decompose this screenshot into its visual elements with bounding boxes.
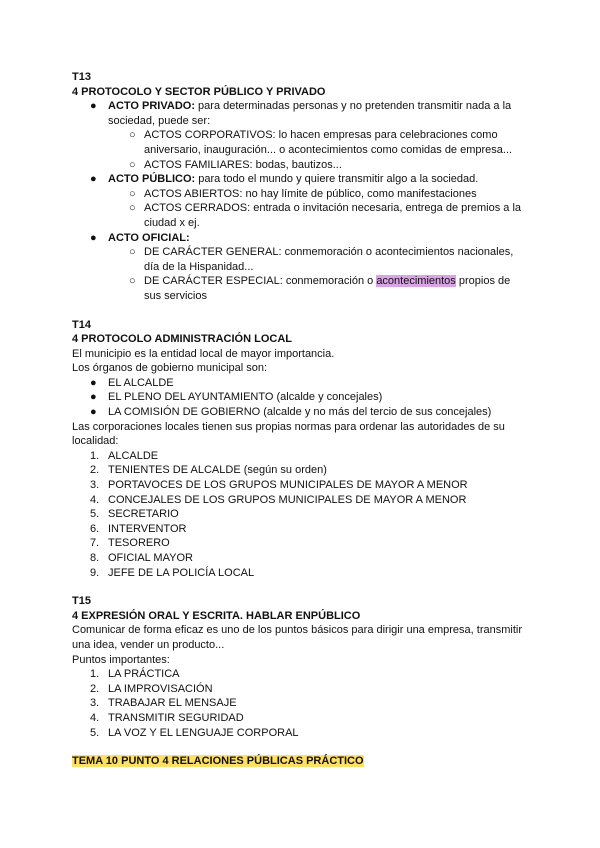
- bullet-dot-icon: ●: [90, 231, 97, 244]
- t14-normas-1: Las corporaciones locales tienen sus propias normas para ordenar las autoridades de su: [72, 420, 505, 433]
- circle-bullet-icon: ○: [129, 158, 136, 171]
- list-item: 4. TRANSMITIR SEGURIDAD: [90, 711, 244, 724]
- t15-intro-1: Comunicar de forma eficaz es uno de los puntos básicos para dirigir una empresa, transmitir: [72, 624, 522, 637]
- acto-privado-label: ACTO PRIVADO:: [108, 100, 195, 113]
- actos-cerrados-cont: ciudad x ej.: [144, 216, 200, 229]
- acto-publico-text: para todo el mundo y quiere transmitir algo a la sociedad.: [195, 173, 479, 186]
- list-item: 2. TENIENTES DE ALCALDE (según su orden): [90, 464, 327, 477]
- bullet-dot-icon: ●: [90, 391, 97, 404]
- list-item: 2. LA IMPROVISACIÓN: [90, 682, 213, 695]
- list-item: 5. LA VOZ Y EL LENGUAJE CORPORAL: [90, 726, 299, 739]
- bullet-acto-oficial: [72, 231, 532, 246]
- subbullet-actos-corporativos: ○ ACTOS CORPORATIVOS: lo hacen empresas para celebraciones como: [129, 129, 498, 142]
- acto-oficial-label: ACTO OFICIAL:: [108, 231, 190, 244]
- list-item: 4. CONCEJALES DE LOS GRUPOS MUNICIPALES DE MAYOR A MENOR: [90, 493, 467, 506]
- list-item: 9. JEFE DE LA POLICÍA LOCAL: [90, 566, 255, 579]
- highlighted-word: acontecimientos: [376, 275, 456, 288]
- document-page: [72, 70, 532, 769]
- list-item: 3. TRABAJAR EL MENSAJE: [90, 697, 237, 710]
- list-item: 5. SECRETARIO: [90, 508, 179, 521]
- bullet-dot-icon: ●: [90, 406, 97, 419]
- t13-code: T13: [72, 71, 91, 83]
- circle-bullet-icon: ○: [129, 129, 136, 142]
- actos-corporativos-cont: aniversario, inauguración... o acontecimientos como comidas de empresa...: [144, 143, 513, 156]
- subbullet-caracter-general: ○ DE CARÁCTER GENERAL: conmemoración o acontecimientos nacionales,: [129, 246, 514, 259]
- acto-privado-cont: sociedad, puede ser:: [108, 114, 211, 127]
- subbullet-actos-abiertos: ○ ACTOS ABIERTOS: no hay límite de público, como manifestaciones: [129, 187, 477, 200]
- list-item: 8. OFICIAL MAYOR: [90, 552, 193, 564]
- caracter-especial-cont: sus servicios: [144, 289, 207, 302]
- bullet-acto-privado: [72, 99, 532, 114]
- t15-title: 4 EXPRESIÓN ORAL Y ESCRITA. HABLAR ENPÚBLICO: [72, 609, 361, 622]
- bullet-dot-icon: ●: [90, 173, 97, 186]
- list-item: 6. INTERVENTOR: [90, 522, 187, 535]
- subbullet-actos-cerrados: ○ ACTOS CERRADOS: entrada o invitación necesaria, entrega de premios a la: [129, 202, 522, 215]
- list-item: ● EL PLENO DEL AYUNTAMIENTO (alcalde y concejales): [90, 391, 383, 404]
- list-item: 7. TESORERO: [90, 537, 170, 550]
- caracter-general-cont: día de la Hispanidad...: [144, 260, 254, 273]
- t15-code: T15: [72, 595, 91, 608]
- bullet-acto-publico: [72, 172, 532, 187]
- circle-bullet-icon: ○: [129, 187, 136, 200]
- subbullet-actos-familiares: ○ ACTOS FAMILIARES: bodas, bautizos...: [129, 158, 342, 171]
- t15-intro-2: una idea, vender un producto...: [72, 638, 225, 651]
- t13-title: 4 PROTOCOLO Y SECTOR PÚBLICO Y PRIVADO: [72, 85, 326, 98]
- footer-heading: TEMA 10 PUNTO 4 RELACIONES PÚBLICAS PRÁCTICO: [72, 755, 364, 768]
- circle-bullet-icon: ○: [129, 202, 136, 215]
- t14-intro-2: Los órganos de gobierno municipal son:: [72, 362, 268, 375]
- circle-bullet-icon: ○: [129, 246, 136, 259]
- subbullet-caracter-especial: ○ DE CARÁCTER ESPECIAL: conmemoración o acontecimientos propios de: [129, 275, 511, 288]
- t14-intro-1: El municipio es la entidad local de mayor importancia.: [72, 347, 335, 360]
- bullet-dot-icon: ●: [90, 376, 97, 389]
- t14-title: 4 PROTOCOLO ADMINISTRACIÓN LOCAL: [72, 333, 292, 346]
- list-item: ● LA COMISIÓN DE GOBIERNO (alcalde y no más del tercio de sus concejales): [90, 406, 492, 419]
- list-item: ● EL ALCALDE: [90, 376, 174, 389]
- t14-code: T14: [72, 318, 91, 331]
- bullet-dot-icon: ●: [90, 100, 97, 113]
- list-item: 1. ALCALDE: [90, 449, 159, 462]
- circle-bullet-icon: ○: [129, 275, 136, 288]
- acto-publico-label: ACTO PÚBLICO:: [108, 173, 196, 186]
- list-item: 3. PORTAVOCES DE LOS GRUPOS MUNICIPALES DE MAYOR A MENOR: [90, 479, 468, 492]
- t15-puntos-label: Puntos importantes:: [72, 653, 170, 666]
- acto-privado-text: para determinadas personas y no pretenden transmitir nada a la: [195, 100, 512, 113]
- list-item: 1. LA PRÁCTICA: [90, 668, 180, 681]
- t14-normas-2: localidad:: [72, 435, 119, 448]
